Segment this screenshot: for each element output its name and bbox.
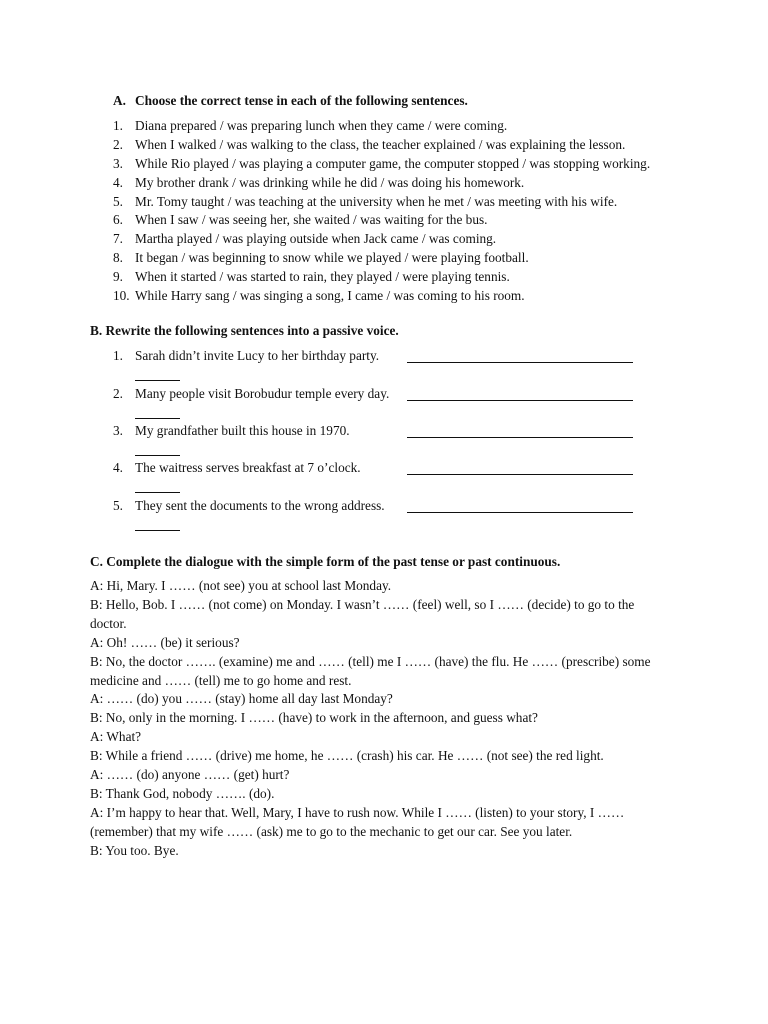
answer-line-continuation[interactable]	[135, 455, 180, 456]
rewrite-item	[113, 459, 673, 497]
item-number: 1.	[113, 118, 123, 133]
dialogue-line: A: Hi, Mary. I …… (not see) you at school last Monday.	[90, 578, 392, 593]
answer-line-continuation[interactable]	[135, 492, 180, 493]
item-number: 3.	[113, 423, 123, 438]
answer-line[interactable]	[407, 362, 633, 363]
item-number: 1.	[113, 348, 123, 363]
list-item	[113, 174, 650, 193]
list-item	[113, 136, 650, 155]
answer-line[interactable]	[407, 512, 633, 513]
dialogue-line: (remember) that my wife …… (ask) me to go to the mechanic to get our car. See you later.	[90, 823, 573, 839]
answer-line[interactable]	[407, 474, 633, 475]
item-text: My grandfather built this house in 1970.	[135, 423, 350, 438]
item-text: While Harry sang / was singing a song, I came / was coming to his room.	[135, 288, 525, 304]
list-item	[113, 117, 650, 136]
dialogue-line: B: While a friend …… (drive) me home, he …… (crash) his car. He …… (not see) the red light.	[90, 748, 604, 764]
dialogue-line: B: Thank God, nobody ……. (do).	[90, 785, 275, 801]
item-number: 2.	[113, 136, 123, 152]
list-item	[113, 155, 650, 174]
dialogue-line: B: No, only in the morning. I …… (have) to work in the afternoon, and guess what?	[90, 710, 538, 726]
dialogue-line: B: Hello, Bob. I …… (not come) on Monday. I wasn’t …… (feel) well, so I …… (decide) to go to the	[90, 596, 635, 612]
list-item	[113, 193, 650, 212]
rewrite-item	[113, 497, 673, 535]
dialogue-line: A: I’m happy to hear that. Well, Mary, I have to rush now. While I …… (listen) to your story, I ……	[90, 804, 625, 820]
dialogue-line: medicine and …… (tell) me to go home and rest.	[90, 672, 352, 688]
answer-line[interactable]	[407, 437, 633, 438]
answer-line-continuation[interactable]	[135, 418, 180, 419]
dialogue-line: A: …… (do) you …… (stay) home all day last Monday?	[90, 691, 393, 707]
item-text: When I walked / was walking to the class, the teacher explained / was explaining the lesson.	[135, 136, 626, 152]
item-number: 2.	[113, 386, 123, 401]
dialogue-line: B: You too. Bye.	[90, 842, 179, 858]
item-text: Martha played / was playing outside when Jack came / was coming.	[135, 231, 497, 247]
dialogue-line: doctor.	[90, 615, 127, 631]
section-c-heading: C. Complete the dialogue with the simple form of the past tense or past continuous.	[90, 554, 561, 569]
item-text: Mr. Tomy taught / was teaching at the university when he met / was meeting with his wife.	[135, 193, 618, 209]
dialogue-line: A: Oh! …… (be) it serious?	[90, 634, 240, 650]
list-item	[113, 230, 650, 249]
list-item	[113, 268, 650, 287]
item-text: Diana prepared / was preparing lunch when they came / were coming.	[135, 118, 508, 133]
item-number: 7.	[113, 231, 123, 247]
item-number: 5.	[113, 498, 123, 513]
list-item	[113, 211, 650, 230]
list-item	[113, 249, 650, 268]
item-text: Sarah didn’t invite Lucy to her birthday party.	[135, 348, 380, 363]
dialogue-line: A: …… (do) anyone …… (get) hurt?	[90, 767, 290, 783]
rewrite-item	[113, 385, 673, 423]
section-a-heading-text: Choose the correct tense in each of the following sentences.	[135, 93, 468, 108]
dialogue	[90, 577, 680, 861]
item-text: While Rio played / was playing a computer game, the computer stopped / was stopping working.	[135, 155, 651, 171]
rewrite-item	[113, 422, 673, 460]
section-a-letter: A.	[113, 93, 126, 108]
item-number: 4.	[113, 174, 123, 190]
item-number: 4.	[113, 460, 123, 475]
section-b-heading: B. Rewrite the following sentences into a passive voice.	[90, 323, 399, 338]
item-number: 6.	[113, 212, 123, 228]
section-a-heading	[113, 93, 468, 109]
rewrite-item	[113, 347, 673, 385]
item-text: It began / was beginning to snow while we played / were playing football.	[135, 250, 529, 266]
dialogue-line: A: What?	[90, 729, 142, 745]
item-number: 5.	[113, 193, 123, 209]
item-text: When it started / was started to rain, they played / were playing tennis.	[135, 269, 510, 285]
answer-line[interactable]	[407, 400, 633, 401]
list-item	[113, 287, 650, 306]
item-number: 3.	[113, 155, 123, 171]
item-number: 10.	[113, 288, 130, 304]
dialogue-line: B: No, the doctor ……. (examine) me and …… (tell) me I …… (have) the flu. He …… (prescribe) some	[90, 653, 651, 669]
item-text: The waitress serves breakfast at 7 o’clock.	[135, 460, 361, 475]
item-text: My brother drank / was drinking while he did / was doing his homework.	[135, 174, 525, 190]
item-text: They sent the documents to the wrong address.	[135, 498, 385, 513]
item-number: 9.	[113, 269, 123, 285]
item-text: When I saw / was seeing her, she waited / was waiting for the bus.	[135, 212, 488, 228]
item-text: Many people visit Borobudur temple every day.	[135, 386, 390, 401]
answer-line-continuation[interactable]	[135, 530, 180, 531]
item-number: 8.	[113, 250, 123, 266]
section-a-list	[113, 117, 650, 306]
answer-line-continuation[interactable]	[135, 380, 180, 381]
